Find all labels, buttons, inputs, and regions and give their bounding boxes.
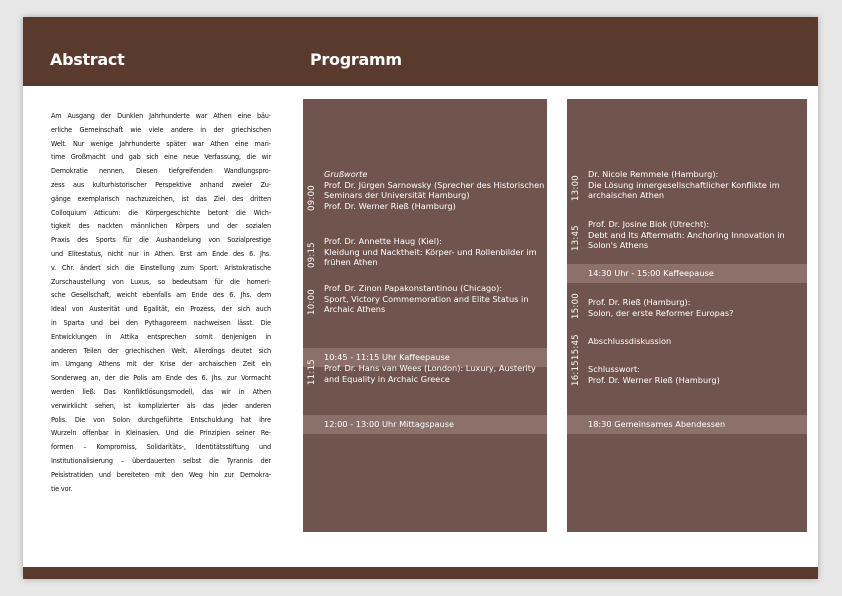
entry-speaker: Prof. Dr. Josine Blok (Utrecht):: [588, 219, 710, 229]
entry-line: Prof. Dr. Werner Rieß (Hamburg): [324, 200, 456, 211]
abstract-line: gänge exemplarisch nachzuzeichen, ist das Ziel des dritten: [51, 193, 271, 203]
abstract-line: Peisistratiden und bereiteten mit den Weg hin zur Demokra-: [51, 469, 271, 479]
entry-line: Sport, Victory Commemoration and Elite Status in: [324, 293, 529, 304]
entry-line: Debt and Its Aftermath: Anchoring Innovation in: [588, 229, 785, 240]
entry-speaker: Prof. Dr. Zinon Papakonstantinou (Chicago):: [324, 283, 503, 293]
footer-bar: [23, 567, 818, 579]
abstract-line: tie vor.: [51, 483, 73, 493]
abstract-line: im Umgang Athens mit der Krise der archaischen Zeit ein: [51, 359, 271, 369]
abstract-line: Sonderweg an, der die Polis am Ende des 6. Jhs. zur Vormacht: [51, 373, 271, 383]
entry-time: 16:15: [571, 360, 581, 386]
abstract-line: time Großmacht und gab sich eine neue Verfassung, die wir: [51, 152, 271, 162]
abstract-line: werden ließ: Das Konfliktlösungsmodell, das wir in Athen: [51, 386, 271, 396]
abstract-line: und Elitestatus, nicht nur in Athen. Erst am Ende des 6. Jhs.: [51, 248, 271, 258]
entry-time: 10:00: [307, 289, 317, 315]
entry-speaker: Prof. Dr. Annette Haug (Kiel):: [324, 236, 442, 246]
entry-time: 13:00: [571, 175, 581, 201]
entry-time: 15:45: [571, 334, 581, 360]
entry-line: Archaic Athens: [324, 304, 386, 315]
abstract-line: zess aus kulturhistorischer Perspektive anhand zweier Zu-: [51, 179, 271, 189]
abstract-line: erliche Gemeinschaft wie viele andere in der griechischen: [51, 124, 271, 134]
entry-title: Abschlussdiskussion: [588, 336, 672, 346]
program-panel-afternoon: [567, 99, 807, 532]
entry-line: archaischen Athen: [588, 190, 665, 201]
abstract-line: Praxis des Sports für die Aushandelung von Sozialprestige: [51, 235, 271, 245]
coffee-break: 14:30 Uhr - 15:00 Kaffeepause: [567, 264, 807, 283]
entry-speaker: Prof. Dr. Rieß (Hamburg):: [588, 297, 691, 307]
abstract-line: Entwicklungen in Attika entsprechen somit denjenigen in: [51, 331, 271, 341]
entry-time: 11:15: [307, 359, 317, 385]
program-panel-morning: [303, 99, 547, 532]
abstract-line: tigkeit des nackten männlichen Körpers und der sozialen: [51, 221, 271, 231]
entry-line: Kleidung und Nacktheit: Körper- und Rollenbilder im: [324, 246, 537, 257]
entry-line: Solon's Athens: [588, 240, 649, 251]
dinner-break: 18:30 Gemeinsames Abendessen: [567, 415, 807, 434]
entry-time: 15:00: [571, 293, 581, 319]
entry-speaker: Prof. Dr. Werner Rieß (Hamburg): [588, 374, 720, 385]
abstract-text: [51, 109, 271, 495]
entry-line: Die Lösung innergesellschaftlicher Konflikte im: [588, 179, 780, 190]
abstract-line: formen – Kompromiss, Solidaritäts-, Identitätsstiftung und: [51, 442, 271, 452]
abstract-line: Am Ausgang der Dunklen Jahrhunderte war Athen eine bäu-: [51, 111, 271, 120]
abstract-line: Zurschaustellung von Luxus, so bedeutsam für die homeri-: [51, 276, 271, 286]
abstract-line: Ideal von Austerität und Egalität, ein Prozess, der sich auch: [51, 304, 271, 314]
abstract-line: sche Gesellschaft, weicht ebenfalls am Ende des 6. Jhs. dem: [51, 290, 271, 300]
flyer-page: [23, 17, 818, 579]
entry-line: frühen Athen: [324, 257, 378, 268]
entry-time: 09:00: [307, 185, 317, 211]
entry-line: Seminars der Universität Hamburg): [324, 190, 470, 201]
abstract-line: in Sparta und bei den Pythagoreern nachweisen lässt. Die: [51, 317, 271, 327]
abstract-line: Institutionalisierung – überdauerten selbst die Tyrannis der: [51, 455, 271, 465]
abstract-line: Welt. Nur wenige Jahrhunderte später war Athen eine mari-: [51, 138, 271, 148]
abstract-line: Wurzeln offenbar in Kleinasien. Und die Prinzipien seiner Re-: [51, 428, 271, 438]
programm-heading: Programm: [310, 50, 402, 69]
entry-time: 13:45: [571, 225, 581, 251]
lunch-break: 12:00 - 13:00 Uhr Mittagspause: [303, 415, 547, 434]
header-bar: [23, 17, 818, 86]
entry-speaker: Dr. Nicole Remmele (Hamburg):: [588, 169, 719, 179]
entry-title: Grußworte: [324, 169, 368, 179]
entry-line: Solon, der erste Reformer Europas?: [588, 307, 734, 318]
abstract-line: anderen Teilen der griechischen Welt. Allerdings deutet sich: [51, 345, 271, 355]
entry-title: Schlusswort:: [588, 364, 640, 374]
coffee-break: 10:45 - 11:15 Uhr Kaffeepause: [303, 348, 547, 367]
abstract-line: Colloquium Atticum: die Körpergeschichte betont die Wich-: [51, 207, 271, 217]
entry-speaker: Prof. Dr. Hans van Wees (London): Luxury, Austerity: [324, 363, 536, 373]
entry-line: Prof. Dr. Jürgen Sarnowsky (Sprecher des Historischen: [324, 179, 545, 190]
entry-line: and Equality in Archaic Greece: [324, 373, 450, 384]
abstract-line: Polis. Die von Solon durchgeführte Entschuldung hat ihre: [51, 414, 271, 424]
abstract-line: verwirklicht sehen, ist komplizierter als das jeder anderen: [51, 400, 271, 410]
abstract-heading: Abstract: [50, 50, 125, 69]
entry-time: 09:15: [307, 242, 317, 268]
abstract-line: Demokratie nennen. Diesen tiefgreifenden Wandlungspro-: [51, 166, 271, 176]
abstract-line: v. Chr. ändert sich die Einstellung zum Sport. Aristokratische: [51, 262, 271, 272]
